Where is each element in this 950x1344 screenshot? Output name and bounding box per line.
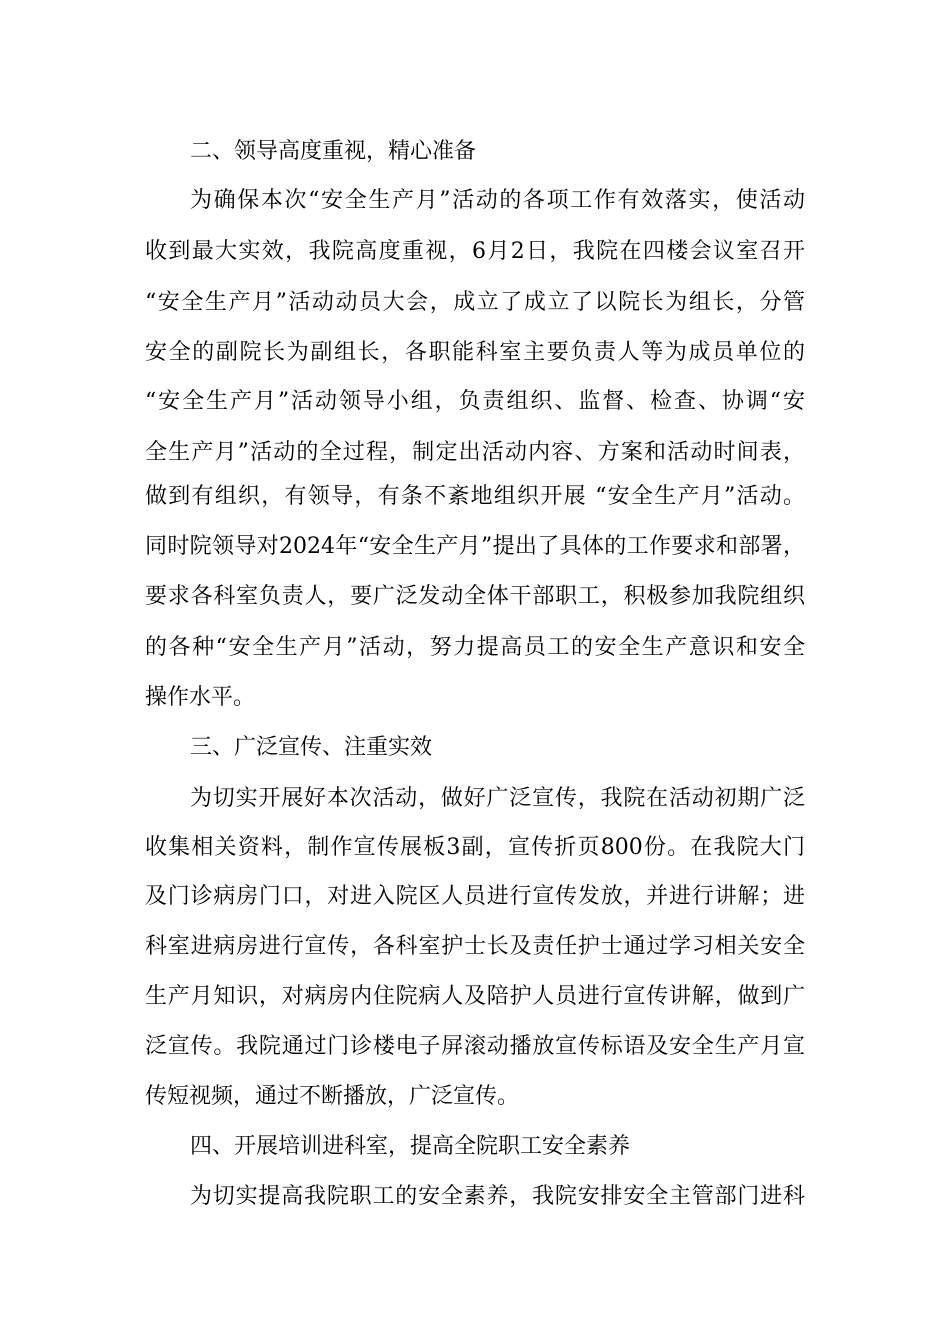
- paragraph-line: 科室进病房进行宣传，各科室护士长及责任护士通过学习相关安全: [145, 934, 805, 959]
- paragraph-line: 安全的副院长为副组长，各职能科室主要负责人等为成员单位的: [145, 340, 805, 365]
- section-heading: 二、领导高度重视，精心准备: [190, 139, 477, 164]
- section-heading: 四、开展培训进科室，提高全院职工安全素养: [190, 1134, 631, 1159]
- paragraph-line: “安全生产月”活动动员大会，成立了成立了以院长为组长，分管: [145, 290, 805, 315]
- paragraph-line: 同时院领导对2024年“安全生产月”提出了具体的工作要求和部署，: [145, 534, 805, 559]
- paragraph-line: 收集相关资料，制作宣传展板3副，宣传折页800份。在我院大门: [145, 835, 805, 860]
- paragraph-line: 为切实提高我院职工的安全素养，我院安排安全主管部门进科: [190, 1184, 805, 1209]
- paragraph-line: 操作水平。: [145, 685, 256, 710]
- paragraph-line: 及门诊病房门口，对进入院区人员进行宣传发放，并进行讲解；进: [145, 884, 805, 909]
- paragraph-line: 要求各科室负责人，要广泛发动全体干部职工，积极参加我院组织: [145, 584, 805, 609]
- paragraph-line: 全生产月”活动的全过程，制定出活动内容、方案和活动时间表，: [145, 440, 805, 465]
- paragraph-line: 收到最大实效，我院高度重视，6月2日，我院在四楼会议室召开: [145, 239, 805, 264]
- paragraph-line: 传短视频，通过不断播放，广泛宣传。: [145, 1084, 520, 1109]
- paragraph-line: 生产月知识，对病房内住院病人及陪护人员进行宣传讲解，做到广: [145, 984, 805, 1009]
- paragraph-line: “安全生产月”活动领导小组，负责组织、监督、检查、协调“安: [145, 389, 805, 414]
- section-heading: 三、广泛宣传、注重实效: [190, 735, 433, 760]
- paragraph-line: 泛宣传。我院通过门诊楼电子屏滚动播放宣传标语及安全生产月宣: [145, 1034, 805, 1059]
- paragraph-line: 的各种“安全生产月”活动，努力提高员工的安全生产意识和安全: [145, 635, 805, 660]
- paragraph-line: 为切实开展好本次活动，做好广泛宣传，我院在活动初期广泛: [190, 786, 805, 811]
- paragraph-line: 做到有组织，有领导，有条不紊地组织开展 “安全生产月”活动。: [145, 484, 805, 509]
- paragraph-line: 为确保本次“安全生产月”活动的各项工作有效落实，使活动: [190, 188, 805, 213]
